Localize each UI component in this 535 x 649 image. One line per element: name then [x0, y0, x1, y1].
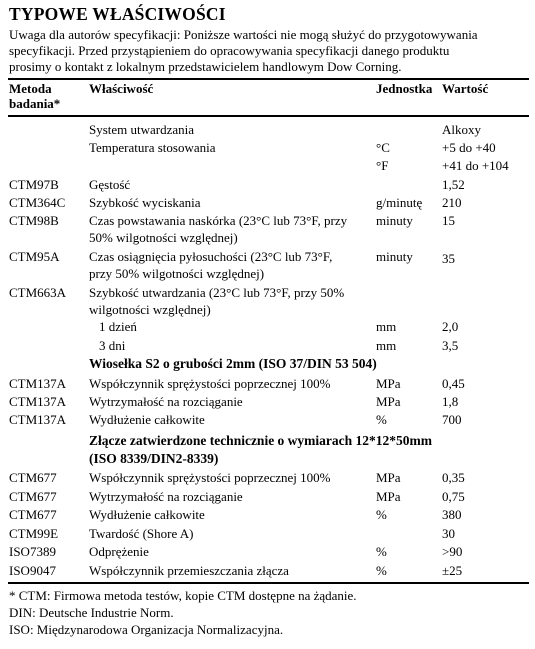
table-cell-property: Gęstość: [89, 177, 131, 192]
table-cell-value: 3,5: [442, 338, 459, 353]
table-cell-value: 15: [442, 213, 455, 228]
table-cell-method: CTM137A: [9, 376, 67, 391]
table-cell-value: 700: [442, 412, 462, 427]
table-cell-method: CTM677: [9, 489, 57, 504]
table-cell-property-cont: przy 50% wilgotności względnej): [89, 266, 265, 281]
table-cell-unit: %: [376, 507, 387, 522]
table-cell-value: 210: [442, 195, 462, 210]
specification-notice: [9, 27, 524, 75]
table-cell-method: CTM677: [9, 470, 57, 485]
table-cell-method: CTM137A: [9, 412, 67, 427]
table-cell-property: 1 dzień: [99, 319, 137, 334]
table-cell-method: CTM98B: [9, 213, 59, 228]
header-method-line2: badania*: [9, 96, 61, 111]
table-cell-unit: mm: [376, 338, 397, 353]
table-cell-method: CTM364C: [9, 195, 66, 210]
header-unit: Jednostka: [376, 81, 433, 96]
footnote-din: DIN: Deutsche Industrie Norm.: [9, 605, 174, 620]
table-cell-property: Współczynnik sprężystości poprzecznej 100%: [89, 470, 331, 485]
table-cell-value: 1,8: [442, 394, 459, 409]
header-value: Wartość: [442, 81, 489, 96]
table-cell-unit: MPa: [376, 394, 401, 409]
table-cell-value: +5 do +40: [442, 140, 496, 155]
table-cell-unit: %: [376, 563, 387, 578]
table-cell-value: >90: [442, 544, 463, 559]
table-cell-unit: MPa: [376, 489, 401, 504]
table-cell-unit: MPa: [376, 470, 401, 485]
table-cell-property: Wytrzymałość na rozciąganie: [89, 394, 243, 409]
table-cell-method: CTM677: [9, 507, 57, 522]
notice-line: Uwaga dla autorów specyfikacji: Poniższe wartości nie mogą służyć do przygotowywania: [9, 27, 478, 42]
table-cell-property: Twardość (Shore A): [89, 526, 194, 541]
table-cell-property: 3 dni: [99, 338, 126, 353]
table-cell-property-cont: 50% wilgotności względnej): [89, 230, 238, 245]
header-method-line1: Metoda: [9, 81, 52, 96]
table-cell-value: 30: [442, 526, 455, 541]
notice-line: specyfikacji. Przed przystąpieniem do opracowywania specyfikacji danego produktu: [9, 43, 450, 58]
table-cell-value: 380: [442, 507, 462, 522]
footnote-iso: ISO: Międzynarodowa Organizacja Normalizacyjna.: [9, 622, 284, 637]
table-cell-property: Temperatura stosowania: [89, 140, 216, 155]
section-heading-dumbbell: Wiosełka S2 o grubości 2mm (ISO 37/DIN 53 504): [89, 356, 377, 371]
header-property: Właściwość: [89, 81, 154, 96]
section-heading-joint: Złącze zatwierdzone technicznie o wymiarach 12*12*50mm: [89, 433, 433, 448]
table-cell-method: CTM99E: [9, 526, 59, 541]
table-cell-unit: %: [376, 412, 387, 427]
page-title: TYPOWE WŁAŚCIWOŚCI: [9, 4, 226, 24]
table-cell-method: CTM97B: [9, 177, 59, 192]
table-cell-method: CTM663A: [9, 285, 67, 300]
table-cell-property: Wydłużenie całkowite: [89, 507, 205, 522]
table-cell-value: 2,0: [442, 319, 459, 334]
table-cell-property: Współczynnik sprężystości poprzecznej 100%: [89, 376, 331, 391]
table-cell-property: Czas powstawania naskórka (23°C lub 73°F, przy: [89, 213, 348, 228]
table-top-rule: [8, 78, 529, 80]
table-cell-unit: g/minutę: [376, 195, 423, 210]
table-cell-property: Odprężenie: [89, 544, 149, 559]
table-cell-unit: MPa: [376, 376, 401, 391]
table-cell-property: System utwardzania: [89, 122, 195, 137]
table-cell-value: 0,75: [442, 489, 465, 504]
table-cell-unit: mm: [376, 319, 397, 334]
table-cell-method: ISO7389: [9, 544, 56, 559]
table-cell-property: Szybkość wyciskania: [89, 195, 201, 210]
table-cell-unit: minuty: [376, 249, 413, 264]
table-cell-method: CTM137A: [9, 394, 67, 409]
table-cell-unit: minuty: [376, 213, 413, 228]
section-heading-joint-cont: (ISO 8339/DIN2-8339): [89, 451, 219, 466]
header-bottom-rule: [8, 115, 529, 117]
table-cell-property: Szybkość utwardzania (23°C lub 73°F, przy 50%: [89, 285, 345, 300]
table-cell-value: 35: [442, 251, 455, 266]
table-cell-property: Współczynnik przemieszczania złącza: [89, 563, 289, 578]
table-cell-value: Alkoxy: [442, 122, 481, 137]
table-cell-value: 0,45: [442, 376, 465, 391]
table-cell-unit: °F: [376, 158, 389, 173]
table-cell-method: CTM95A: [9, 249, 60, 264]
table-cell-value: 1,52: [442, 177, 465, 192]
table-cell-value: 0,35: [442, 470, 465, 485]
footnote-ctm: * CTM: Firmowa metoda testów, kopie CTM dostępne na żądanie.: [9, 588, 357, 603]
table-cell-property-cont: wilgotności względnej): [89, 302, 211, 317]
notice-line: prosimy o kontakt z lokalnym przedstawicielem handlowym Dow Corning.: [9, 59, 402, 74]
table-cell-unit: %: [376, 544, 387, 559]
table-cell-value: +41 do +104: [442, 158, 509, 173]
table-cell-unit: °C: [376, 140, 390, 155]
table-cell-property: Wytrzymałość na rozciąganie: [89, 489, 243, 504]
table-bottom-rule: [8, 582, 529, 584]
table-cell-value: ±25: [442, 563, 463, 578]
table-cell-property: Wydłużenie całkowite: [89, 412, 205, 427]
table-cell-property: Czas osiągnięcia pyłosuchości (23°C lub 73°F,: [89, 249, 333, 264]
table-cell-method: ISO9047: [9, 563, 56, 578]
